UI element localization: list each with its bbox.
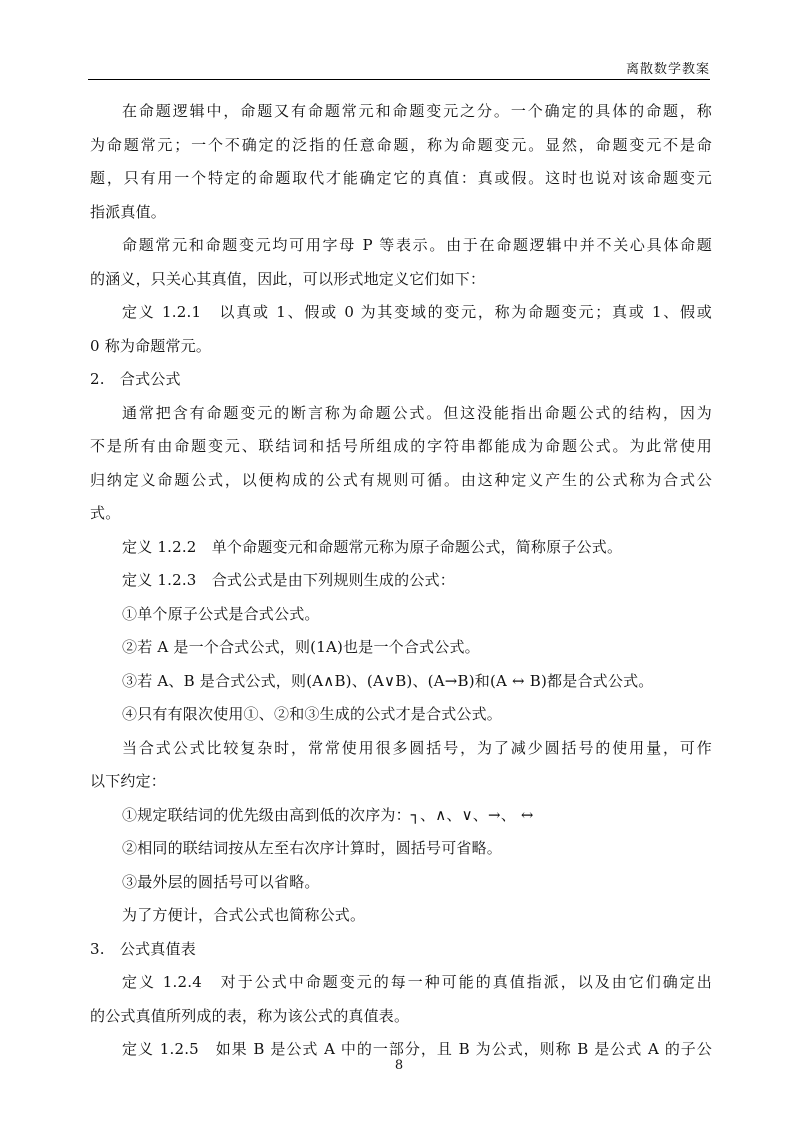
text-line: 归纳定义命题公式，以便构成的公式有规则可循。由这种定义产生的公式称为合式公 <box>90 470 712 489</box>
text-line: 的涵义，只关心其真值，因此，可以形式地定义它们如下： <box>90 269 486 288</box>
text-line: 为了方便计，合式公式也简称公式。 <box>122 906 366 924</box>
text-line: ②相同的联结词按从左至右次序计算时，圆括号可省略。 <box>122 839 503 857</box>
running-header-title: 离散数学教案 <box>625 62 710 77</box>
text-line: ③最外层的圆括号可以省略。 <box>122 872 320 891</box>
text-line: ③若 A、B 是合式公式，则(A∧B)、(A∨B)、(A→B)和(A ↔ B)都是合式公式。 <box>122 671 654 690</box>
text-line: 不是所有由命题变元、联结词和括号所组成的字符串都能成为命题公式。为此常使用 <box>90 437 712 455</box>
text-line: ④只有有限次使用①、②和③生成的公式才是合式公式。 <box>122 705 503 723</box>
text-line: 定义 1.2.1 以真或 1、假或 0 为其变域的变元，称为命题变元；真或 1、假或 <box>122 303 712 321</box>
text-line: 为命题常元；一个不确定的泛指的任意命题，称为命题变元。显然，命题变元不是命 <box>90 135 712 154</box>
text-line: ①单个原子公式是合式公式。 <box>122 604 320 623</box>
text-line: ②若 A 是一个合式公式，则(1A)也是一个合式公式。 <box>122 638 480 656</box>
text-line: 通常把含有命题变元的断言称为命题公式。但这没能指出命题公式的结构，因为 <box>122 403 712 422</box>
page-number: 8 <box>394 1058 404 1073</box>
text-line: 在命题逻辑中，命题又有命题常元和命题变元之分。一个确定的具体的命题，称 <box>122 102 712 120</box>
text-line: 的公式真值所列成的表，称为该公式的真值表。 <box>90 1006 410 1025</box>
text-line: 以下约定： <box>90 772 167 790</box>
text-line: 式。 <box>90 504 121 522</box>
text-line: 指派真值。 <box>90 202 167 221</box>
text-line: 定义 1.2.2 单个命题变元和命题常元称为原子命题公式，简称原子公式。 <box>122 537 623 556</box>
text-line: 当合式公式比较复杂时，常常使用很多圆括号，为了减少圆括号的使用量，可作 <box>122 738 712 757</box>
text-line: 0 称为命题常元。 <box>90 336 212 355</box>
text-line: 定义 1.2.4 对于公式中命题变元的每一种可能的真值指派，以及由它们确定出 <box>122 973 712 991</box>
text-line: 2. 合式公式 <box>90 370 181 388</box>
text-line: 题，只有用一个特定的命题取代才能确定它的真值：真或假。这时也说对该命题变元 <box>90 169 712 187</box>
text-line: 3. 公式真值表 <box>90 939 196 958</box>
header-rule <box>88 79 710 80</box>
text-line: 命题常元和命题变元均可用字母 P 等表示。由于在命题逻辑中并不关心具体命题 <box>122 236 712 254</box>
text-line: 定义 1.2.5 如果 B 是公式 A 中的一部分，且 B 为公式，则称 B 是公式 A 的子公 <box>122 1040 712 1058</box>
text-line: ①规定联结词的优先级由高到低的次序为：┐、∧、∨、→、 ↔ <box>122 805 534 824</box>
text-line: 定义 1.2.3 合式公式是由下列规则生成的公式： <box>122 571 455 589</box>
page-body <box>90 95 712 1067</box>
